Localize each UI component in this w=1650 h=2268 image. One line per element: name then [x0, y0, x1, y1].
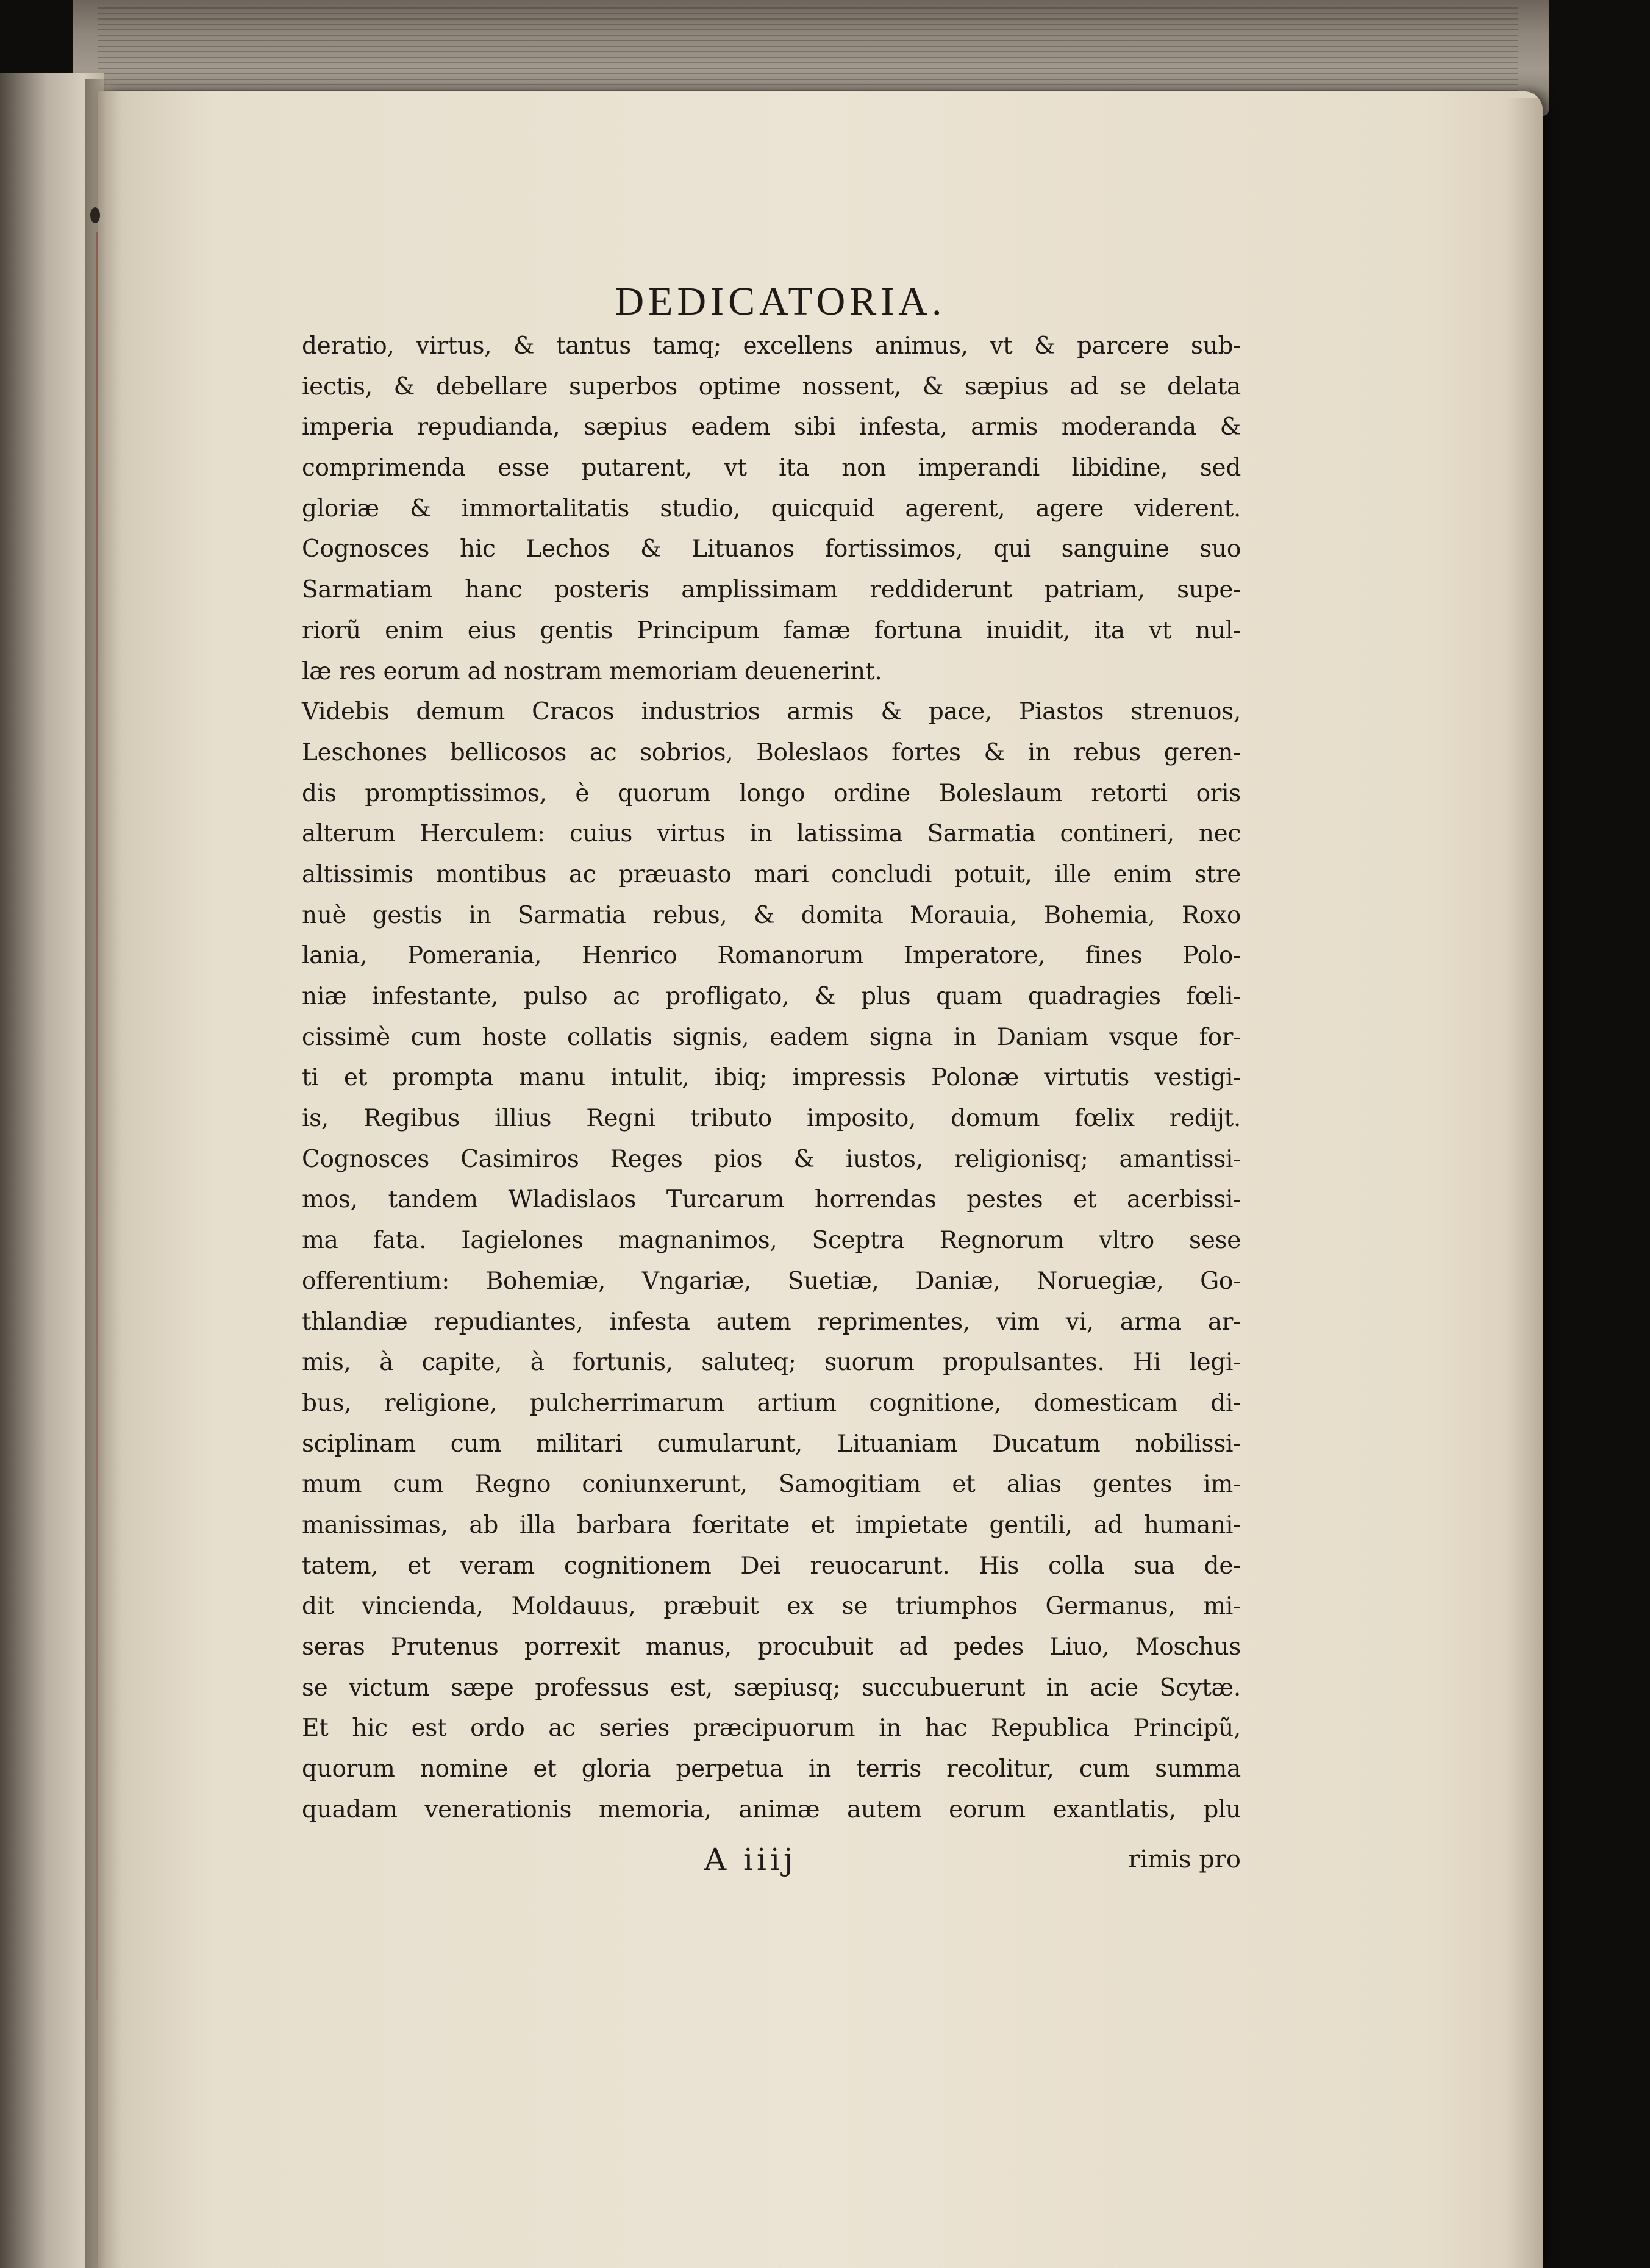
signature-mark: A iiij [704, 1842, 797, 1877]
body-text [302, 326, 1241, 1830]
binding-thread [96, 232, 98, 2000]
page-stack-lines [98, 7, 1518, 105]
text-line: seras Prutenus porrexit manus, procubuit ad pedes Liuo, Moschus [302, 1633, 1241, 1661]
text-line: ma fata. Iagielones magnanimos, Sceptra Regnorum vltro sese [302, 1227, 1241, 1255]
text-line: niæ infestante, pulso ac profligato, & plus quam quadragies fœli- [302, 983, 1241, 1010]
text-line: læ res eorum ad nostram memoriam deuenerint. [302, 657, 882, 685]
text-line: riorũ enim eius gentis Principum famæ fortuna inuidit, ita vt nul- [302, 616, 1241, 644]
text-line: imperia repudianda, sæpius eadem sibi infesta, armis moderanda & [302, 413, 1241, 441]
text-line: quadam venerationis memoria, animæ autem eorum exantlatis, plu [302, 1795, 1241, 1824]
text-line: sciplinam cum militari cumularunt, Lituaniam Ducatum nobilissi- [302, 1430, 1241, 1458]
page-footer [302, 1835, 1241, 1884]
text-line: is, Regibus illius Regni tributo imposito, domum fœlix rediјt. [302, 1105, 1241, 1133]
text-line: quorum nomine et gloria perpetua in terris recolitur, cum summa [302, 1755, 1241, 1783]
text-line: mis, à capite, à fortunis, saluteq; suorum propulsantes. Hi legi- [302, 1349, 1241, 1377]
catchword: rimis pro [1128, 1845, 1241, 1874]
running-head: DEDICATORIA. [615, 279, 946, 324]
text-line: manissimas, ab illa barbara fœritate et impietate gentili, ad humani- [302, 1511, 1241, 1539]
text-line: comprimenda esse putarent, vt ita non imperandi libidine, sed [302, 454, 1241, 482]
page-edge-shadow [1506, 98, 1543, 2268]
text-line: nuè gestis in Sarmatia rebus, & domita Morauia, Bohemia, Roxo [302, 901, 1241, 929]
text-line: mum cum Regno coniunxerunt, Samogitiam et alias gentes im- [302, 1471, 1241, 1499]
text-line: Et hic est ordo ac series præcipuorum in hac Republica Principũ, [302, 1714, 1241, 1742]
text-line: offerentium: Bohemiæ, Vngariæ, Suetiæ, Daniæ, Noruegiæ, Go- [302, 1267, 1241, 1295]
text-line: Cognosces Casimiros Reges pios & iustos, religionisq; amantissi- [302, 1145, 1241, 1173]
text-line: Sarmatiam hanc posteris amplissimam reddiderunt patriam, supe- [302, 576, 1241, 604]
page-gutter [85, 79, 122, 2268]
text-line: dit vincienda, Moldauus, præbuit ex se triumphos Germanus, mi- [302, 1592, 1241, 1621]
text-line: se victum sæpe professus est, sæpiusq; succubuerunt in acie Scytæ. [302, 1674, 1241, 1702]
text-line: thlandiæ repudiantes, infesta autem reprimentes, vim vi, arma ar- [302, 1308, 1241, 1336]
text-block [302, 277, 1241, 1830]
text-line: tatem, et veram cognitionem Dei reuocarunt. His colla sua de- [302, 1552, 1241, 1580]
text-line: iectis, & debellare superbos optime nossent, & sæpius ad se delata [302, 373, 1241, 401]
text-line: gloriæ & immortalitatis studio, quicquid agerent, agere viderent. [302, 494, 1241, 522]
text-line: dis promptissimos, è quorum longo ordine Boleslaum retorti oris [302, 779, 1241, 807]
binding-mark [90, 207, 100, 223]
text-line: alterum Herculem: cuius virtus in latissima Sarmatia contineri, nec [302, 820, 1241, 848]
text-line: deratio, virtus, & tantus tamq; excellens animus, vt & parcere sub- [302, 332, 1241, 360]
text-line: Leschones bellicosos ac sobrios, Boleslaos fortes & in rebus geren- [302, 738, 1241, 766]
text-line: cissimè cum hoste collatis signis, eadem signa in Daniam vsque for- [302, 1023, 1241, 1051]
text-line: mos, tandem Wladislaos Turcarum horrendas pestes et acerbissi- [302, 1186, 1241, 1214]
text-line: lania, Pomerania, Henrico Romanorum Imperatore, fines Polo- [302, 942, 1241, 970]
text-line: Cognosces hic Lechos & Lituanos fortissimos, qui sanguine suo [302, 535, 1241, 563]
text-line: ti et prompta manu intulit, ibiq; impressis Polonæ virtutis vestigi- [302, 1064, 1241, 1092]
text-line: bus, religione, pulcherrimarum artium cognitione, domesticam di- [302, 1389, 1241, 1417]
text-line: Videbis demum Cracos industrios armis & pace, Piastos strenuos, [302, 698, 1241, 726]
text-line: altissimis montibus ac præuasto mari concludi potuit, ille enim stre [302, 860, 1241, 888]
